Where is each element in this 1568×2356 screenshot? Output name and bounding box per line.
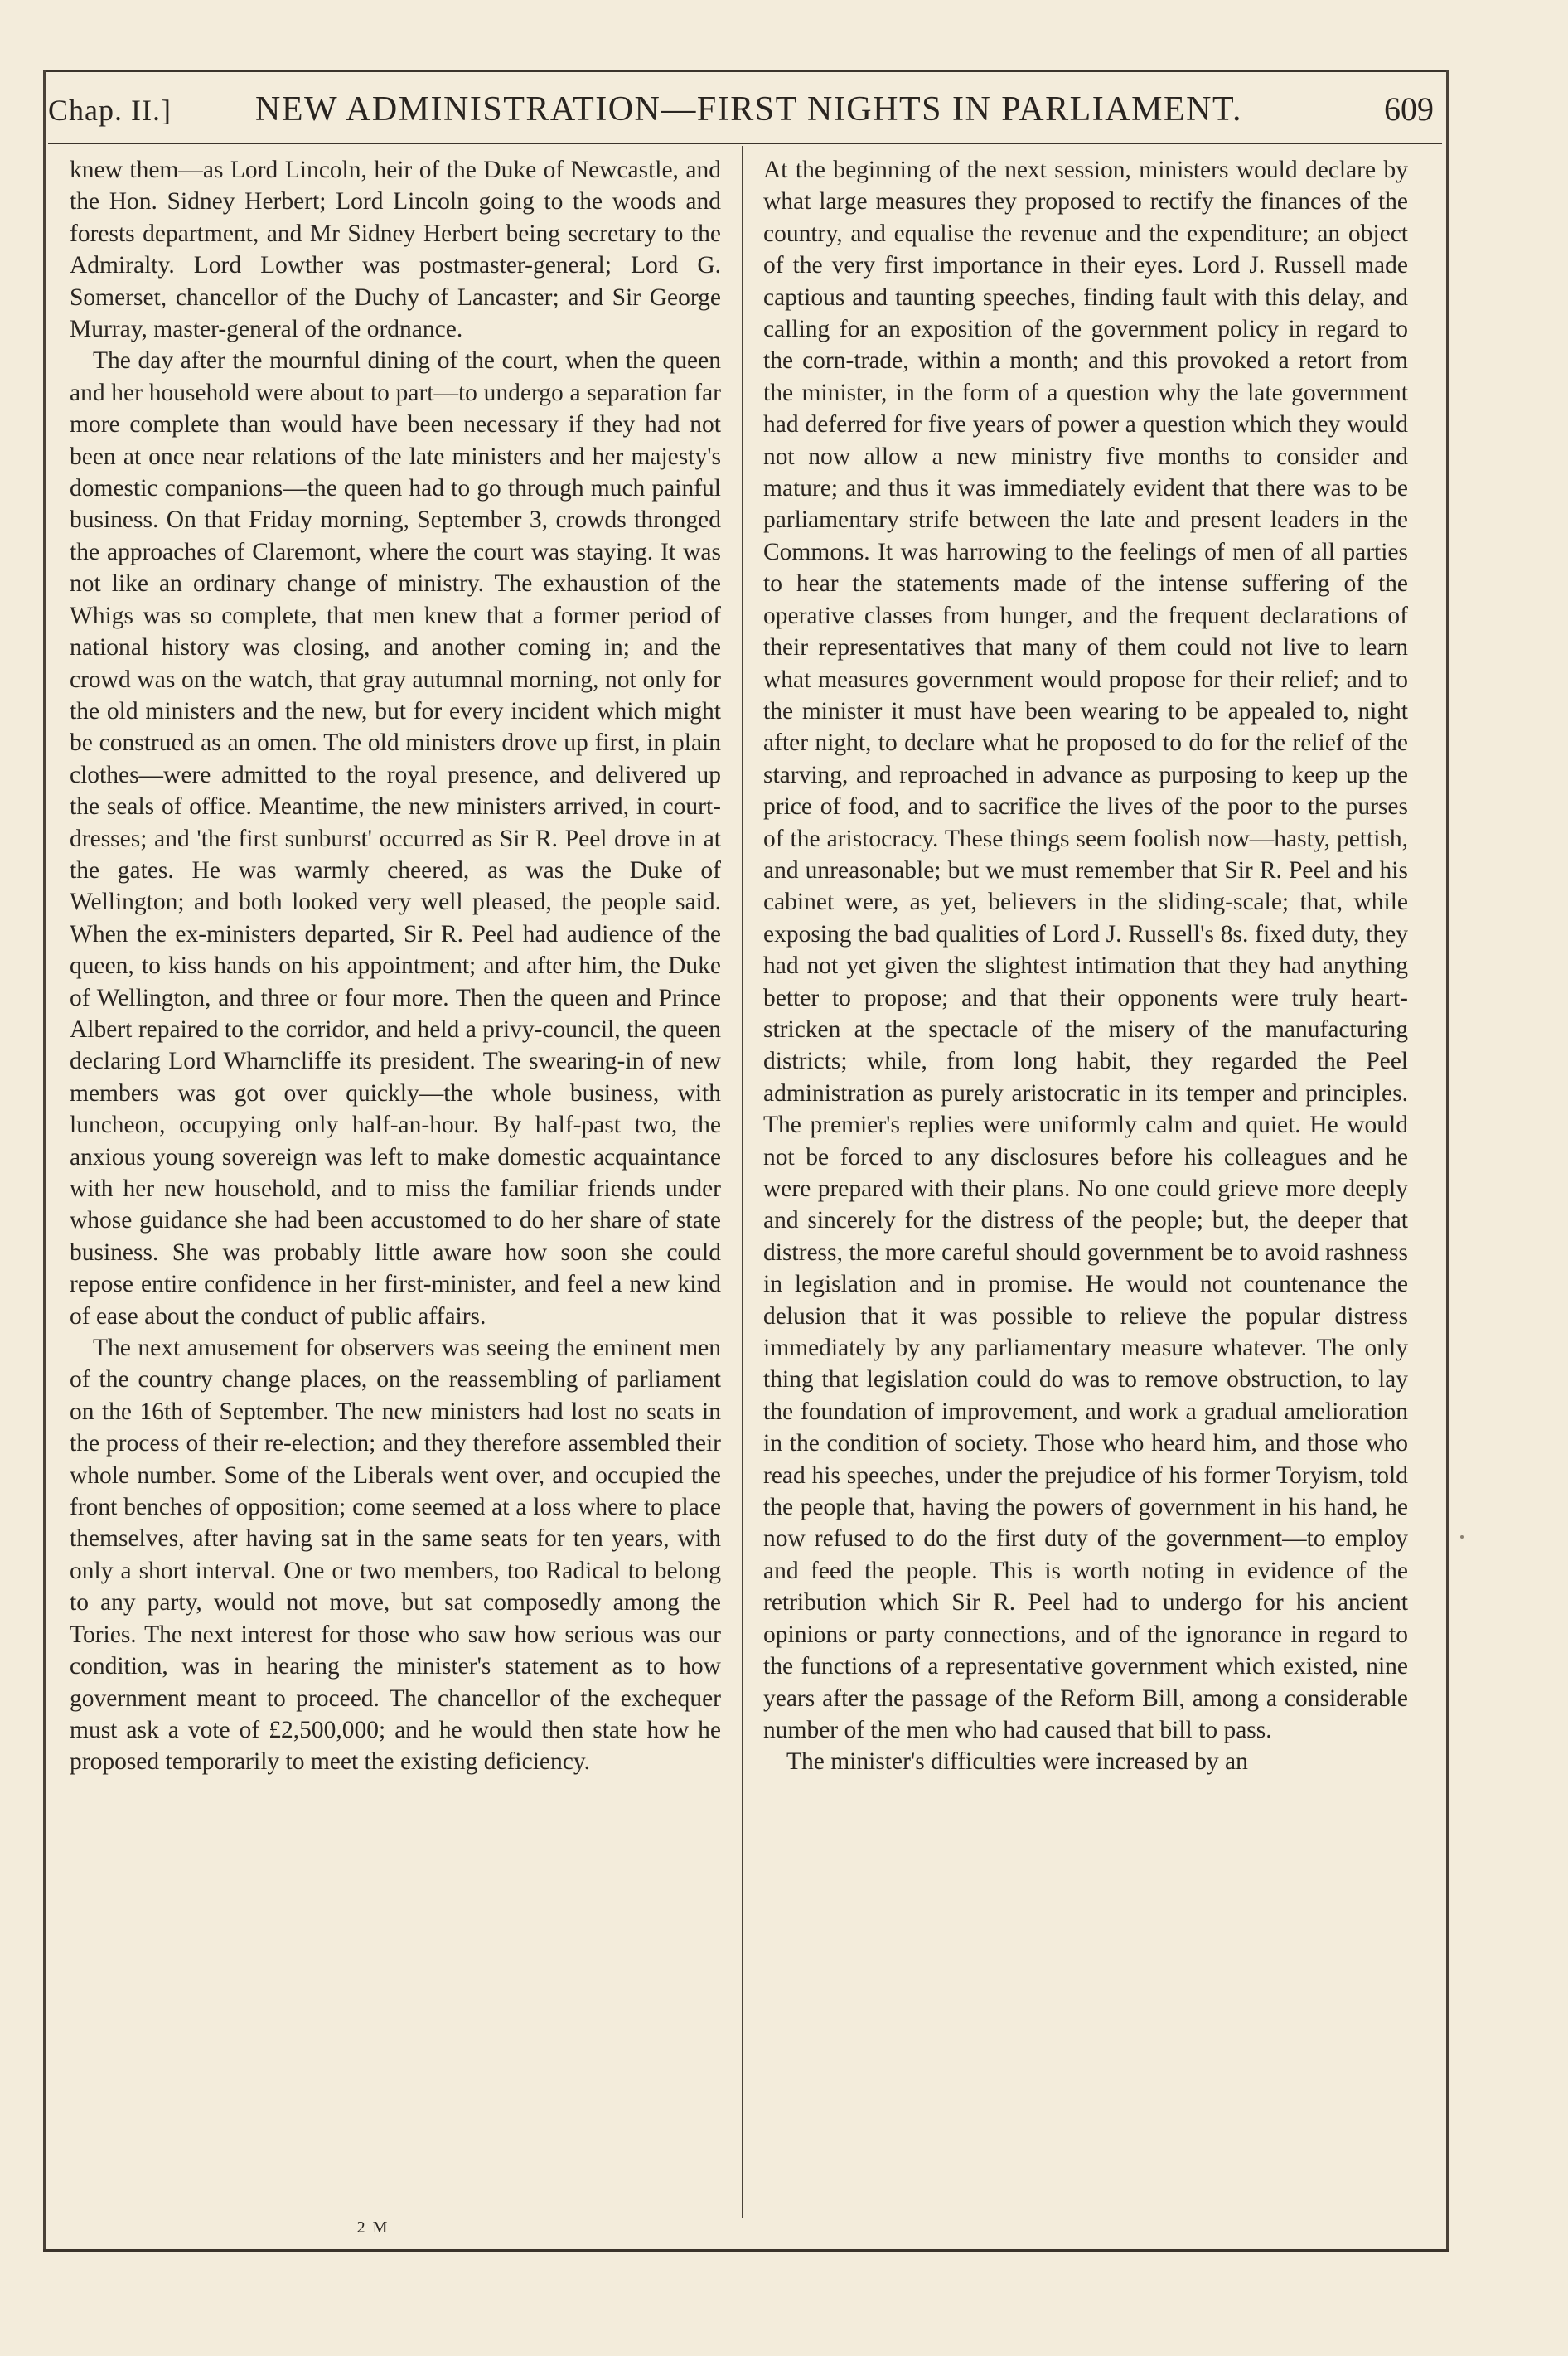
column-divider (742, 146, 743, 2218)
paragraph: knew them—as Lord Lincoln, heir of the Duke of Newcastle, and the Hon. Sidney Herbert; Lord Lincoln going to the woods and forests department, and Mr Sidney Herbert being secretary to the Admiralty. Lord Lowther was postmaster-general; Lord G. Somerset, chancellor of the Duchy of Lancaster; and Sir George Murray, master-general of the ordnance. (70, 157, 721, 343)
running-title: NEW ADMINISTRATION—FIRST NIGHTS IN PARLIAMENT. (255, 90, 1242, 128)
right-column (763, 154, 1408, 1778)
running-header (48, 90, 1440, 139)
left-column (70, 154, 721, 1778)
chapter-label: Chap. II.] (48, 94, 172, 127)
signature-mark: 2 M (356, 2218, 390, 2237)
paragraph: At the beginning of the next session, ministers would declare by what large measures they proposed to rectify the finances of the country, and equalise the revenue and the expenditure; an object of the very first importance in their eyes. Lord J. Russell made captious and taunting speeches, finding fault with this delay, and calling for an exposition of the government policy in regard to the corn-trade, within a month; and this provoked a retort from the minister, in the form of a question why the late government had deferred for five years of power a question which they would not now allow a new ministry five months to consider and mature; and thus it was immediately evident that there was to be parliamentary strife between the late and present leaders in the Commons. It was harrowing to the feelings of men of all parties to hear the statements made of the intense suffering of the operative classes from hunger, and the frequent declarations of their representatives that many of them could not live to learn what measures government would propose for their relief; and to the minister it must have been wearing to be appealed to, night after night, to declare what he proposed to do for the relief of the starving, and reproached in advance as purposing to keep up the price of food, and to sacrifice the lives of the poor to the purses of the aristocracy. These things seem foolish now—hasty, pettish, and unreasonable; but we must remember that Sir R. Peel and his cabinet were, as yet, believers in the sliding-scale; that, while exposing the bad qualities of Lord J. Russell's 8s. fixed duty, they had not yet given the slightest intimation that they had anything better to propose; and that their opponents were truly heart-stricken at the spectacle of the misery of the manufacturing districts; while, from long habit, they regarded the Peel administration as purely aristocratic in its temper and principles. The premier's replies were uniformly calm and quiet. He would not be forced to any disclosures before his colleagues and he were prepared with their plans. No one could grieve more deeply and sincerely for the distress of the people; but, the deeper that distress, the more careful should government be to avoid rashness in legislation and in promise. He would not countenance the delusion that it was possible to relieve the popular distress immediately by any parliamentary measure whatever. The only thing that legislation could do was to remove obstruction, to lay the foundation of improvement, and work a gradual amelioration in the condition of society. Those who heard him, and those who read his speeches, under the prejudice of his former Toryism, told the people that, having the powers of government in his hand, he now refused to do the first duty of the government—to employ and feed the people. This is worth noting in evidence of the retribution which Sir R. Peel had to undergo for his ancient opinions or party connections, and of the ignorance in regard to the functions of a representative government which existed, nine years after the passage of the Reform Bill, among a considerable number of the men who had caused that bill to pass. (763, 157, 1408, 1743)
paragraph: The next amusement for observers was seeing the eminent men of the country change places, on the reassembling of parliament on the 16th of September. The new ministers had lost no seats in the process of their re-election; and they therefore assembled their whole number. Some of the Liberals went over, and occupied the front benches of opposition; come seemed at a loss where to place themselves, after having sat in the same seats for ten years, with only a short interval. One or two members, too Radical to belong to any party, would not move, but sat composedly among the Tories. The next interest for those who saw how serious was our condition, was in hearing the minister's statement as to how government meant to proceed. The chancellor of the exchequer must ask a vote of £2,500,000; and he would then state how he proposed temporarily to meet the existing deficiency. (70, 1335, 721, 1776)
bottom-rule (43, 2249, 1449, 2252)
header-rule (48, 143, 1442, 144)
page-number: 609 (1384, 90, 1434, 128)
paragraph: The day after the mournful dining of the court, when the queen and her household were about to part—to undergo a separation far more complete than would have been necessary if they had not been at once near relations of the late ministers and her majesty's domestic companions—the queen had to go through much painful business. On that Friday morning, September 3, crowds thronged the approaches of Claremont, where the court was staying. It was not like an ordinary change of ministry. The exhaustion of the Whigs was so complete, that men knew that a former period of national history was closing, and another coming in; and the crowd was on the watch, that gray autumnal morning, not only for the old ministers and the new, but for every incident which might be construed as an omen. The old ministers drove up first, in plain clothes—were admitted to the royal presence, and delivered up the seals of office. Meantime, the new ministers arrived, in court-dresses; and 'the first sunburst' occurred as Sir R. Peel drove in at the gates. He was warmly cheered, as was the Duke of Wellington; and both looked very well pleased, the people said. When the ex-ministers departed, Sir R. Peel had audience of the queen, to kiss hands on his appointment; and after him, the Duke of Wellington, and three or four more. Then the queen and Prince Albert repaired to the corridor, and held a privy-council, the queen declaring Lord Wharncliffe its president. The swearing-in of new members was got over quickly—the whole business, with luncheon, occupying only half-an-hour. By half-past two, the anxious young sovereign was left to make domestic acquaintance with her new household, and to miss the familiar friends under whose guidance she had been accustomed to do her share of state business. She was probably little aware how soon she could repose entire confidence in her first-minister, and feel a new kind of ease about the conduct of public affairs. (70, 347, 721, 1330)
paragraph: The minister's difficulties were increased by an (786, 1748, 1248, 1776)
margin-speck (1460, 1535, 1464, 1539)
